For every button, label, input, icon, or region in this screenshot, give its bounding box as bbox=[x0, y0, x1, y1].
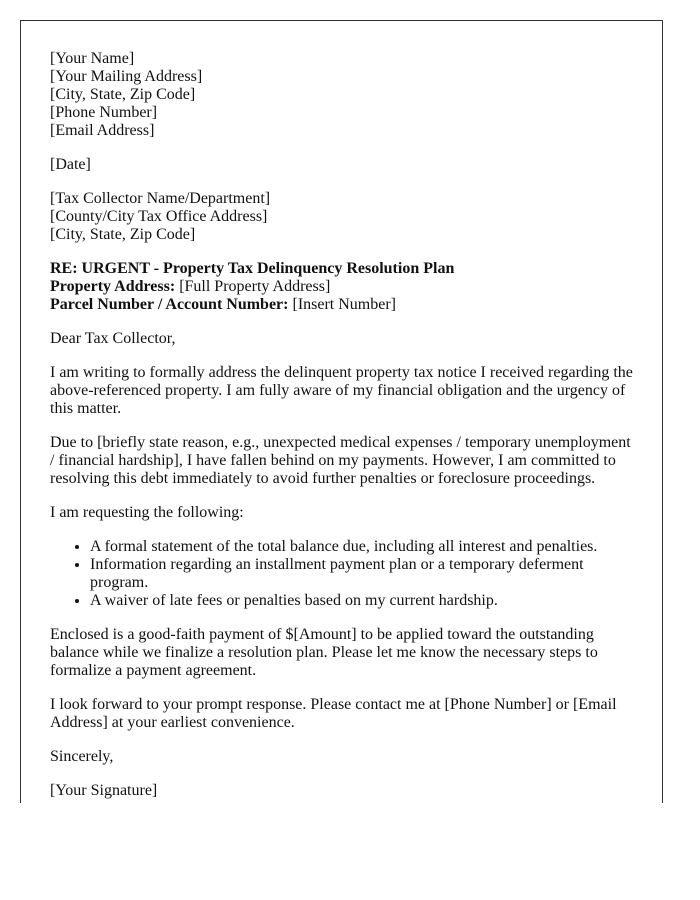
re-block bbox=[50, 260, 633, 314]
sender-city: [City, State, Zip Code] bbox=[50, 86, 196, 103]
signature: [Your Signature] bbox=[50, 782, 158, 799]
body-paragraph: Due to [briefly state reason, e.g., unexpected medical expenses / temporary unemployment / financial hardship], I have fallen behind on my payments. However, I am committed to resolving this debt immediately to avoid further penalties or foreclosure proceedings. bbox=[50, 434, 631, 487]
list-item: • Information regarding an installment payment plan or a temporary deferment program. bbox=[90, 556, 633, 592]
list-item: • A waiver of late fees or penalties based on my current hardship. bbox=[90, 592, 633, 610]
recipient-city: [City, State, Zip Code] bbox=[50, 226, 196, 243]
closing: Sincerely, bbox=[50, 748, 114, 765]
sender-address: [Your Mailing Address] bbox=[50, 68, 203, 85]
letter-page bbox=[20, 20, 663, 803]
parcel-label: Parcel Number / Account Number: bbox=[50, 296, 289, 313]
recipient-block bbox=[50, 190, 633, 244]
date: [Date] bbox=[50, 156, 91, 173]
body-paragraph: I am writing to formally address the delinquent property tax notice I received regarding the above-referenced property. I am fully aware of my financial obligation and the urgency of this matter. bbox=[50, 364, 633, 417]
sender-email: [Email Address] bbox=[50, 122, 155, 139]
re-subject: RE: URGENT - Property Tax Delinquency Resolution Plan bbox=[50, 260, 455, 277]
sender-phone: [Phone Number] bbox=[50, 104, 158, 121]
recipient-name: [Tax Collector Name/Department] bbox=[50, 190, 271, 207]
property-value: [Full Property Address] bbox=[175, 278, 331, 295]
parcel-value: [Insert Number] bbox=[288, 296, 396, 313]
list-item: • A formal statement of the total balance due, including all interest and penalties. bbox=[90, 538, 633, 556]
body-paragraph: I am requesting the following: bbox=[50, 504, 244, 521]
property-label: Property Address: bbox=[50, 278, 176, 295]
sender-block bbox=[50, 50, 633, 140]
salutation: Dear Tax Collector, bbox=[50, 330, 176, 347]
sender-name: [Your Name] bbox=[50, 50, 135, 67]
body-paragraph: I look forward to your prompt response. Please contact me at [Phone Number] or [Email Address] at your earliest convenience. bbox=[50, 696, 617, 731]
body-paragraph: Enclosed is a good-faith payment of $[Amount] to be applied toward the outstanding balance while we finalize a resolution plan. Please let me know the necessary steps to formalize a payment agreement. bbox=[50, 626, 598, 679]
request-list bbox=[50, 538, 633, 610]
recipient-address: [County/City Tax Office Address] bbox=[50, 208, 268, 225]
